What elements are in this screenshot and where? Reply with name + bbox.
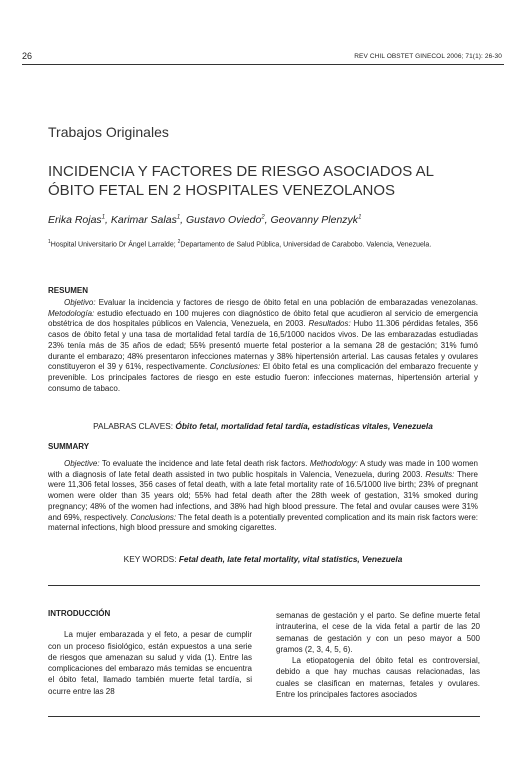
resumen-body [48,298,478,394]
author-name: Erika Rojas [48,214,102,226]
article-title [48,162,488,200]
text-conclusiones: El óbito fetal es una complicación del embarazo frecuente y prevenible. Los principales factores de riesgo en este estudio fueron: infecciones maternas, hipertensión arterial y consumo de tabaco. [48,362,478,393]
keywords-value: Fetal death, late fetal mortality, vital statistics, Venezuela [178,554,403,564]
summary-heading: SUMMARY [48,442,90,451]
abstract-rule [48,585,480,586]
page-number: 26 [22,51,33,61]
summary-body [48,459,478,534]
affiliation-2: Departamento de Salud Pública, Universidad de Carabobo. Valencia, Venezuela. [180,241,432,249]
label-metodologia: Metodología: [48,308,95,318]
text-metodologia: estudio efectuado en 100 mujeres con diagnóstico de óbito fetal que acudieron al servicio de emergencia obstétrica de dos hospitales públicos en Valencia, Venezuela, en 2003. [48,308,478,329]
header-rule [22,64,504,65]
label-results: Results: [425,469,455,479]
section-label: Trabajos Originales [48,124,169,140]
intro-paragraph-2: La etiopatogenia del óbito fetal es controversial, debido a que hay muchas causas relacionadas, las cuales se clasifican en maternas, fetales y ovulares. Entre los principales factores asociados [276,656,480,700]
author-name: Gustavo Oviedo [186,214,262,226]
label-objetivo: Objetivo: [64,298,96,307]
affil-mark: 2 [177,239,181,245]
text-objetivo: Evaluar la incidencia y factores de riesgo de óbito fetal en una población de embarazadas venezolanas. [95,298,478,307]
author-affil-mark: 1 [101,214,106,221]
author-affil-mark: 1 [176,214,181,221]
affiliation-1: Hospital Universitario Dr Ángel Larralde; [50,241,178,249]
resumen-heading: RESUMEN [48,286,89,295]
intro-paragraph-1: La mujer embarazada y el feto, a pesar de cumplir con un proceso fisiológico, están expuestos a una serie de riesgos que amenazan su salud y vida (1). Entre las complicaciones del embarazo más temidas se encuentra el óbito fetal, llamado también muerte fetal tardía, si ocurre entre las 28 [48,630,252,696]
affil-mark: 1 [48,239,51,245]
affiliations [48,237,480,250]
label-objective: Objective: [64,459,100,468]
text-resultados: Hubo 11.306 pérdidas fetales, 356 casos de óbito fetal y una tasa de mortalidad fetal tardía de 16,5/1000 nacidos vivos. De las embarazadas estudiadas 23% tenía más de 35 años de edad; 55% presentó muerte fetal posterior a la semana 28 de gestación; 31% fumó durante el embarazo; 48% presentaron infecciones maternas y 38% hipertensión arterial. Las causas fetales y ovulares constituyeron el 39 y 61%, respectivamente. [48,319,478,372]
author-list: Erika Rojas$^1$, Karimar Salas$^1$, Gustavo Oviedo$^2$, Geovanny Plenzyk$^1$ [48,214,362,226]
author-name: Karimar Salas [110,214,177,226]
title-line-2: ÓBITO FETAL EN 2 HOSPITALES VENEZOLANOS [48,182,396,199]
label-conclusiones: Conclusiones: [209,362,261,372]
keywords-label: KEY WORDS: [123,554,177,564]
body-column-right [276,610,480,700]
author-name: Geovanny Plenzyk [270,214,359,226]
body-column-left [48,608,252,697]
text-methodology: A study was made in 100 women with a diagnosis of late fetal death assisted in two public hospitals in Valencia, Venezuela, during 2003. [48,459,479,479]
text-conclusions: The fetal death is a potentially prevented complication and its main risk factors were: maternal infections, high blood pressure and smoking cigarettes. [48,512,478,533]
footer-rule [48,716,480,717]
intro-paragraph-1-cont: semanas de gestación y el parto. Se define muerte fetal intrauterina, el cese de la vida fetal a partir de las 20 semanas de gestación y con un peso mayor a 500 gramos (2, 3, 4, 5, 6). [276,611,480,654]
keywords-value: Óbito fetal, mortalidad fetal tardía, estadísticas vitales, Venezuela [175,421,433,431]
label-conclusions: Conclusions: [130,512,177,522]
author-affil-mark: 2 [261,214,265,221]
key-words [48,554,478,564]
intro-heading: INTRODUCCIÓN [48,609,111,618]
text-results: There were 11,306 fetal losses, 356 cases of fetal death, with a late fetal mortality rate of 16.5/1000 live birth; 23% of pregnant women were older than 35 years old; 55% had fetal death after the 28th week of gestation, 31% smoked during pregnancy; 48% of the women had infections, and 38% had high blood pressure. The fetal and ovular causes were 31% and 69%, respectively. [48,469,478,522]
text-objective: To evaluate the incidence and late fetal death risk factors. [99,459,310,468]
keywords-label: PALABRAS CLAVES: [93,421,174,431]
author-affil-mark: 1 [358,214,362,221]
title-line-1: INCIDENCIA Y FACTORES DE RIESGO ASOCIADOS AL [48,163,434,180]
label-resultados: Resultados: [308,319,351,329]
label-methodology: Methodology: [309,459,358,468]
journal-reference: REV CHIL OBSTET GINECOL 2006; 71(1): 26-30 [354,53,502,60]
palabras-claves [48,421,478,431]
